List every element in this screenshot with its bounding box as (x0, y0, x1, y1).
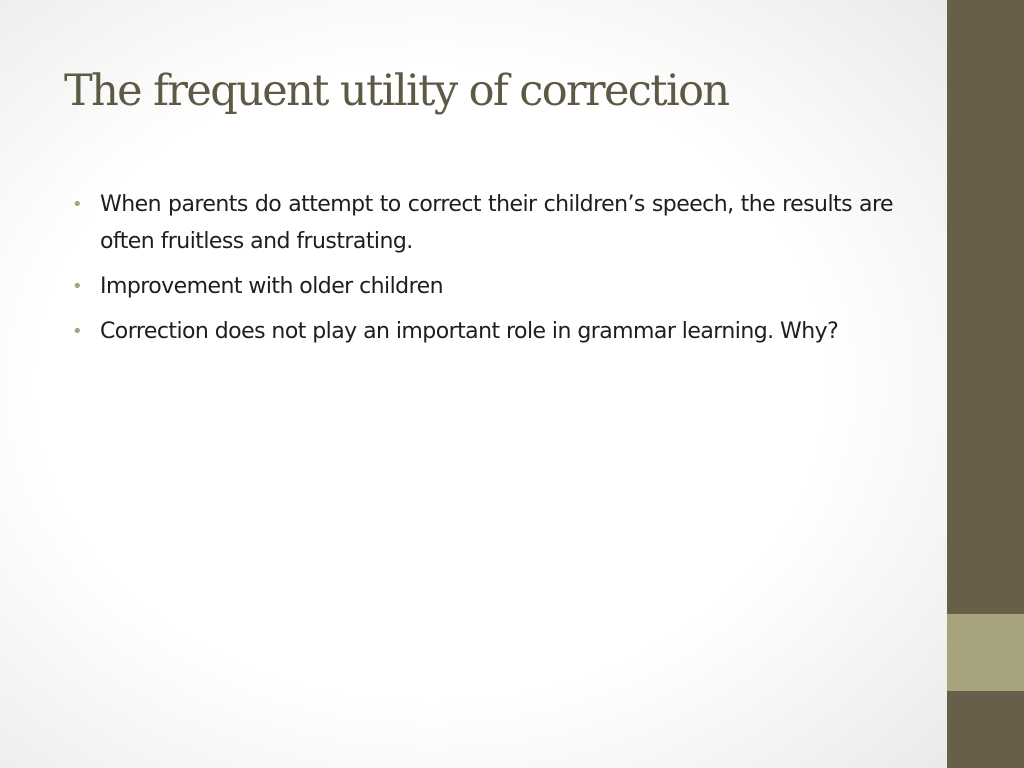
slide-title: The frequent utility of correction (64, 66, 729, 116)
bullet-item (72, 186, 893, 260)
bullet-marker-icon: • (72, 194, 83, 215)
bullet-list (72, 186, 893, 358)
bullet-text: When parents do attempt to correct their children’s speech, the results are often fruitless and frustrating. (100, 192, 893, 254)
bullet-marker-icon: • (72, 276, 83, 297)
bullet-marker-icon: • (72, 321, 83, 342)
bullet-text: Improvement with older children (100, 274, 443, 299)
bullet-text: Correction does not play an important role in grammar learning. Why? (100, 319, 839, 344)
bullet-item (72, 313, 893, 350)
side-bar-accent (947, 614, 1024, 691)
bullet-item (72, 268, 893, 305)
